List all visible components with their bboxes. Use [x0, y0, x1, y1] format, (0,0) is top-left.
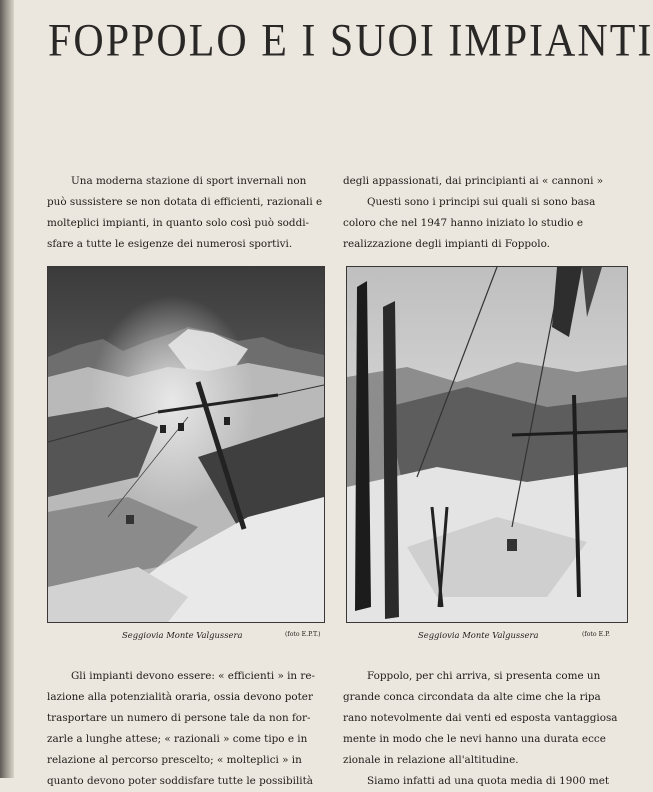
text-line: Foppolo, per chi arriva, si presenta come un — [367, 670, 601, 682]
intro-left-column — [47, 171, 327, 255]
text-line: degli appassionati, dai principianti ai « cannoni » — [343, 175, 604, 187]
intro-right-column — [343, 171, 643, 255]
text-line: Siamo infatti ad una quota media di 1900 met — [367, 775, 610, 787]
text-line: mente in modo che le nevi hanno una durata ecce — [343, 733, 606, 745]
photo-skis-chairlift — [346, 266, 628, 623]
text-line: Gli impianti devono essere: « efficienti » in re- — [71, 670, 316, 682]
text-line: relazione al percorso prescelto; « molteplici » in — [47, 754, 302, 766]
text-line: grande conca circondata da alte cime che la ripa — [343, 691, 601, 703]
text-line: trasportare un numero di persone tale da non for- — [47, 712, 311, 724]
photo-chairlift-mountain — [47, 266, 325, 623]
text-line: Questi sono i principi sui quali si sono basa — [367, 196, 596, 208]
text-line: rano notevolmente dai venti ed esposta vantaggiosa — [343, 712, 618, 724]
body-left-column — [47, 666, 327, 792]
text-line: coloro che nel 1947 hanno iniziato lo studio e — [343, 217, 584, 229]
photo-credit-right: (foto E.P. — [582, 631, 610, 638]
photo-caption-left: Seggiovia Monte Valgussera — [122, 630, 243, 640]
text-line: sfare a tutte le esigenze dei numerosi sportivi. — [47, 238, 293, 250]
article-title: FOPPOLO E I SUOI IMPIANTI — [48, 15, 653, 67]
photo-caption-right: Seggiovia Monte Valgussera — [418, 630, 539, 640]
text-line: lazione alla potenzialità oraria, ossia devono poter — [47, 691, 313, 703]
text-line: quanto devono poter soddisfare tutte le possibilità — [47, 775, 313, 787]
text-line: Una moderna stazione di sport invernali non — [71, 175, 307, 187]
text-line: realizzazione degli impianti di Foppolo. — [343, 238, 550, 250]
book-spine-shadow — [0, 0, 14, 778]
photo-credit-left: (foto E.P.T.) — [285, 631, 321, 638]
text-line: molteplici impianti, in quanto solo così può soddi- — [47, 217, 310, 229]
text-line: zionale in relazione all'altitudine. — [343, 754, 519, 766]
text-line: può sussistere se non dotata di efficienti, razionali e — [47, 196, 323, 208]
text-line: zarle a lunghe attese; « razionali » come tipo e in — [47, 733, 308, 745]
body-right-column — [343, 666, 643, 792]
